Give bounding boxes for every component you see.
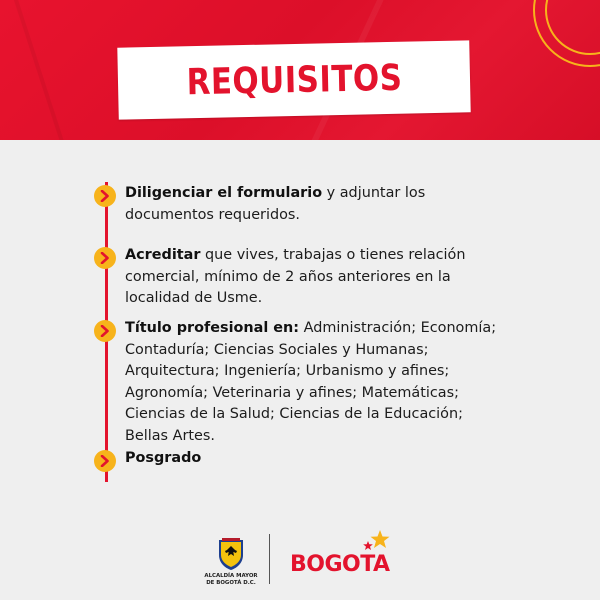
chevron-right-icon xyxy=(94,320,116,342)
requirement-detail: y adjuntar los documentos requeridos. xyxy=(125,185,426,223)
requirement-text xyxy=(125,245,510,310)
requirement-bold: Posgrado xyxy=(125,450,202,466)
requirement-bold: Diligenciar el formulario xyxy=(125,185,323,201)
title-card xyxy=(117,40,470,119)
paper-crease xyxy=(6,0,78,140)
requirement-detail: Administración; Economía; Contaduría; Ciencias Sociales y Humanas; Arquitectura; Ingeniería; Urbanismo y afines; Agronomía; Veterinaria y afines; Matemáticas; Ciencias de la Salud; Ciencias de la Educación; Bellas Artes. xyxy=(125,320,497,444)
requirement-bold: Acreditar xyxy=(125,247,201,263)
footer-divider xyxy=(269,534,270,584)
chevron-right-icon xyxy=(94,247,116,269)
footer-logos xyxy=(0,520,600,600)
alcaldia-label xyxy=(198,573,264,587)
requirement-text xyxy=(125,318,510,447)
chevron-right-icon xyxy=(94,185,116,207)
page-title: REQUISITOS xyxy=(185,57,403,103)
requirement-text xyxy=(125,448,510,470)
alcaldia-line2: DE BOGOTÁ D.C. xyxy=(206,580,256,586)
decorative-rings-icon xyxy=(520,0,600,80)
bogota-logo: BOGOTA xyxy=(290,552,390,577)
requirement-text xyxy=(125,183,510,226)
alcaldia-line1: ALCALDÍA MAYOR xyxy=(204,573,258,579)
header-banner xyxy=(0,0,600,140)
requirement-bold: Título profesional en: xyxy=(125,320,300,336)
coat-of-arms-icon xyxy=(216,537,246,571)
chevron-right-icon xyxy=(94,450,116,472)
requirement-detail: que vives, trabajas o tienes relación comercial, mínimo de 2 años anteriores en la localidad de Usme. xyxy=(125,247,466,306)
